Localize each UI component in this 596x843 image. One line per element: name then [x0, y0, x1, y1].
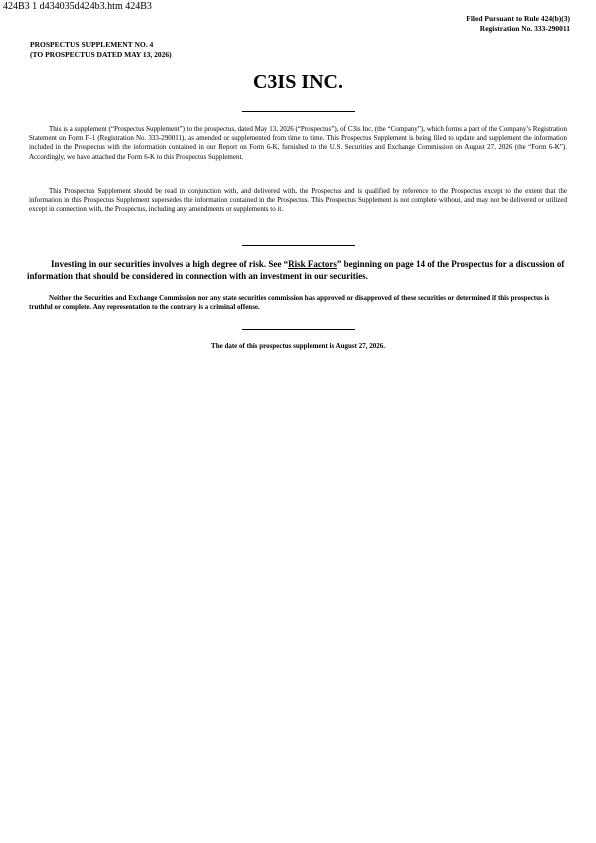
- company-name: C3IS INC.: [252, 71, 344, 93]
- filing-info: [466, 14, 570, 33]
- supplement-subtitle: (TO PROSPECTUS DATED MAY 13, 2026): [30, 49, 172, 59]
- divider-rule: [242, 245, 355, 246]
- supplement-date: The date of this prospectus supplement is August 27, 2026.: [211, 342, 385, 350]
- divider-rule: [242, 329, 355, 330]
- registration-number: Registration No. 333-290011: [479, 23, 570, 33]
- risk-text-after: ” beginning on page 14 of the Prospectus for a discussion of information that should be considered in connection with an investment in our securities.: [27, 259, 565, 281]
- filed-pursuant: Filed Pursuant to Rule 424(b)(3): [466, 14, 570, 23]
- risk-factors-link[interactable]: Risk Factors: [288, 259, 337, 269]
- file-header: 424B3 1 d434035d424b3.htm 424B3: [3, 1, 152, 12]
- sec-notice: Neither the Securities and Exchange Commission nor any state securities commission has approved or disapproved of these securities or determined if this prospectus is truthful or complete. Any representation to the contrary is a criminal offense.: [29, 294, 550, 312]
- conjunction-paragraph: This Prospectus Supplement should be read in conjunction with, and delivered with, the Prospectus and is qualified by reference to the Prospectus except to the extent that the information in this Prospectus Supplement supersedes the information contained in the Prospectus. This Prospectus Supplement is not complete without, and may not be delivered or utilized except in connection with, the Prospectus, including any amendments or supplements to it.: [29, 187, 567, 214]
- supplement-title: PROSPECTUS SUPPLEMENT NO. 4: [30, 40, 154, 49]
- intro-paragraph: This is a supplement (“Prospectus Supplement”) to the prospectus, dated May 13, 2026 (“Prospectus”), of C3is Inc. (the “Company”), which forms a part of the Company’s Registration Statement on Form F-1 (Registration No. 333-290011), as amended or supplemented from time to time. This Prospectus Supplement is being filed to update and supplement the information included in the Prospectus with the information contained in our Report on Form 6-K, furnished to the U.S. Securities and Exchange Commission on August 27, 2026 (the “Form 6-K”). Accordingly, we have attached the Form 6-K to this Prospectus Supplement.: [29, 125, 567, 161]
- divider-rule: [242, 111, 355, 112]
- risk-text-before: Investing in our securities involves a high degree of risk. See “: [51, 259, 289, 269]
- risk-statement: [27, 258, 569, 282]
- supplement-heading: [30, 40, 172, 59]
